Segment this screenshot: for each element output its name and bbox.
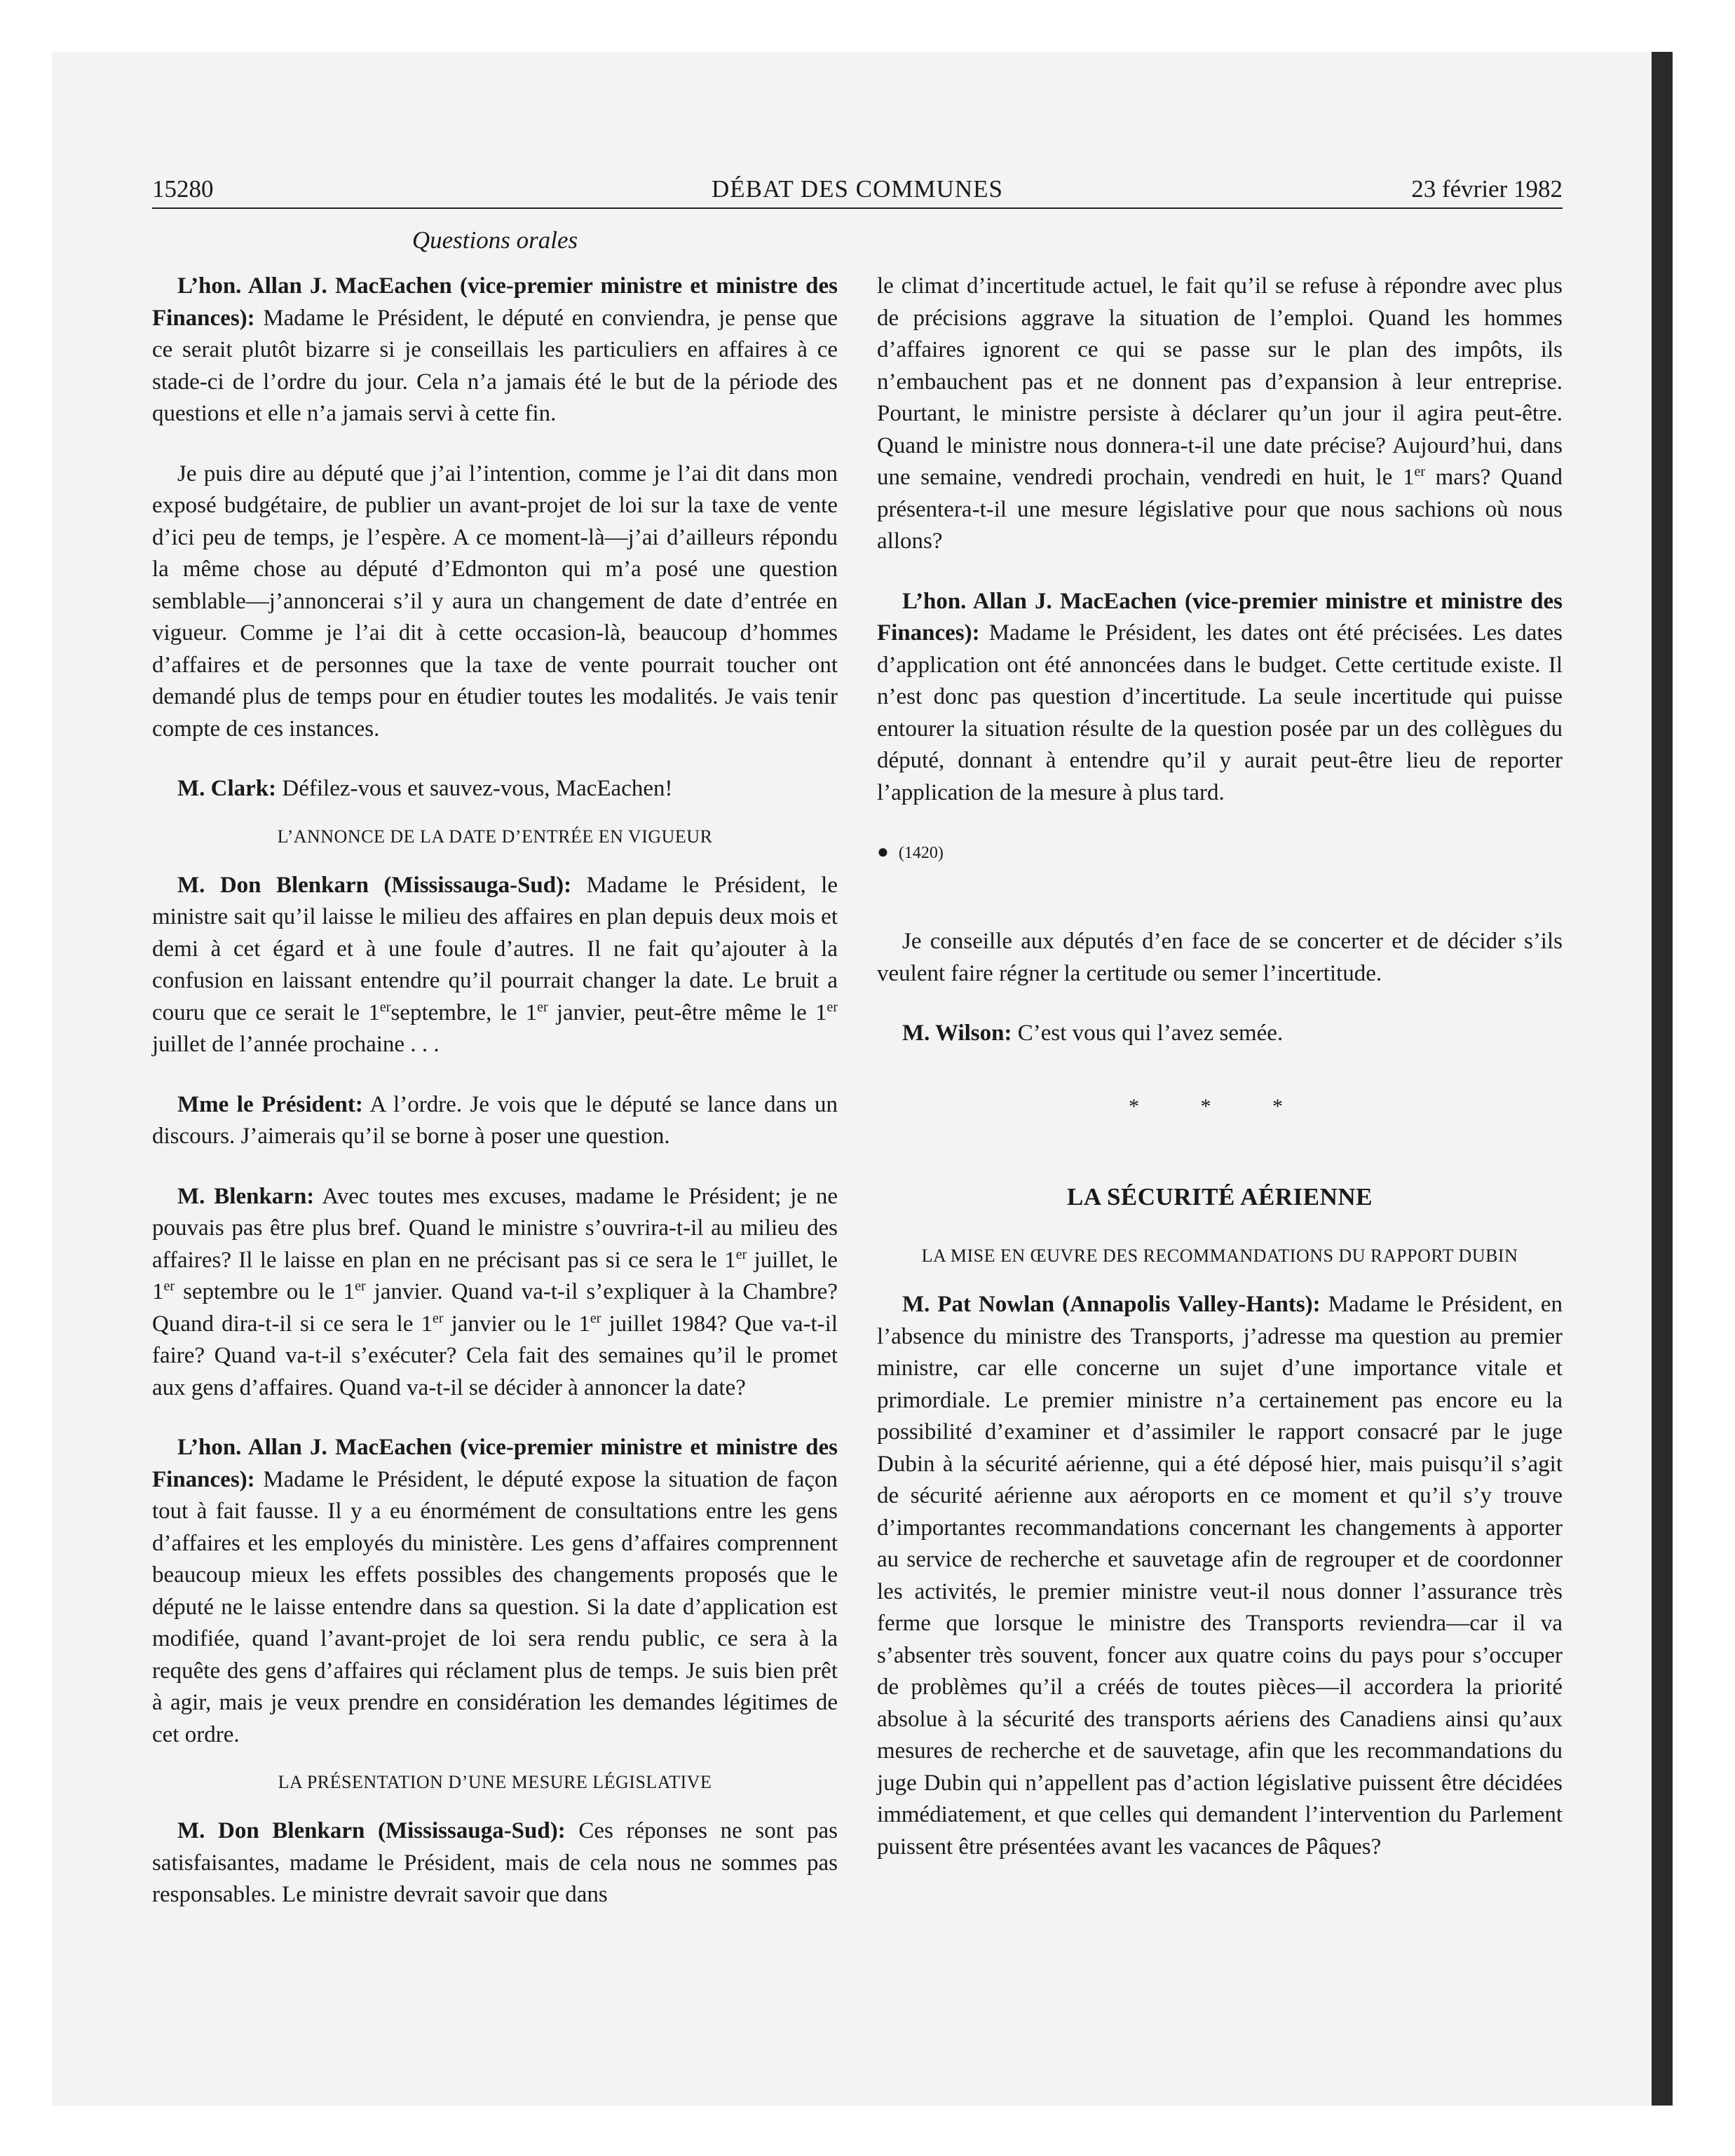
- paragraph: [152, 1089, 838, 1153]
- speaker-name: M. Clark:: [177, 776, 277, 801]
- subheading: LA PRÉSENTATION D’UNE MESURE LÉGISLATIVE: [278, 1772, 712, 1792]
- speech-text: C’est vous qui l’avez semée.: [1012, 1021, 1284, 1046]
- speaker-name: L’hon. Allan J. MacEachen (vice-premier ministre et ministre des Finances):: [152, 1435, 838, 1492]
- speaker-name: L’hon. Allan J. MacEachen (vice-premier ministre et ministre des Finances):: [877, 588, 1563, 646]
- speech-text: septembre, le 1: [390, 999, 538, 1025]
- paragraph: [152, 271, 838, 430]
- speech-text: Madame le Président, le député expose la situation de façon tout à fait fausse. Il y a eu énormément de consultations entre les gens d’affaires et les employés du ministère. Les gens d’affaires comprennent beaucoup mieux les effets possibles des changements proposés que le député ne le laisse entendre dans sa question. Si la date d’application est modifiée, quand l’avant-projet de loi sera rendu public, ce sera à la requête des gens d’affaires qui réclament plus de temps. Je suis bien prêt à agir, mais je veux prendre en considération les demandes légitimes de cet ordre.: [152, 1466, 838, 1747]
- speech-text: Madame le Président, les dates ont été précisées. Les dates d’application ont été annoncées dans le budget. Cette certitude existe. Il n’est donc pas question d’incertitude. La seule incertitude qui puisse entourer la situation résulte de la question posée par un des collègues du député, donnant à entendre qu’il y aurait peut-être lieu de reporter l’application de la mesure à plus tard.: [877, 620, 1563, 805]
- speech-text: septembre ou le 1: [175, 1279, 355, 1304]
- speaker-name: M. Wilson:: [902, 1021, 1012, 1046]
- speaker-name: M. Pat Nowlan (Annapolis Valley-Hants):: [902, 1292, 1321, 1317]
- paragraph: Je puis dire au député que j’ai l’intention, comme je l’ai dit dans mon exposé budgétaire, de publier un avant-projet de loi sur la taxe de vente d’ici peu de temps, je l’espère. A ce moment-là—j’ai d’ailleurs répondu la même chose au député d’Edmonton qui m’a posé une question semblable—j’annoncerai s’il y aura un changement de date d’entrée en vigueur. Comme je l’ai dit à cette occasion-là, beaucoup d’hommes d’affaires et de personnes que la taxe de vente pourrait toucher ont demandé plus de temps pour en étudier toutes les modalités. Je vais tenir compte de ces instances.: [152, 460, 838, 742]
- speaker-name: Mme le Président:: [177, 1091, 363, 1117]
- ordinal-suffix: er: [355, 1278, 366, 1294]
- speech-text: juillet 1984? Que va-t-il faire? Quand va-t-il s’exécuter? Cela fait des semaines qu’il le promet aux gens d’affaires. Quand va-t-il se décider à annoncer la date?: [152, 1311, 838, 1400]
- paragraph: Je conseille aux députés d’en face de se concerter et de décider s’ils veulent faire régner la certitude ou semer l’incertitude.: [877, 929, 1563, 986]
- speech-text: Défilez-vous et sauvez-vous, MacEachen!: [276, 776, 673, 801]
- timestamp-text: (1420): [898, 844, 944, 862]
- subheading: L’ANNONCE DE LA DATE D’ENTRÉE EN VIGUEUR: [277, 826, 713, 847]
- speech-text: Madame le Président, le ministre sait qu’il laisse le milieu des affaires en plan depuis deux mois et demi à cet égard et à une foule d’autres. Il ne fait qu’ajouter à la confusion en laissant entendre qu’il pourrait changer la date. Le bruit a couru que ce serait le 1: [152, 872, 838, 1025]
- speech-text: janvier. Quand va-t-il s’expliquer à la Chambre? Quand dira-t-il si ce sera le 1: [152, 1279, 838, 1337]
- left-column: [152, 224, 838, 1911]
- speaker-name: M. Don Blenkarn (Mississauga-Sud):: [177, 1818, 566, 1843]
- speech-text: juillet de l’année prochaine . . .: [152, 1032, 440, 1057]
- speech-text: Ces réponses ne sont pas satisfaisantes, madame le Président, mais de cela nous ne sommes pas responsables. Le ministre devrait savoir que dans: [152, 1818, 838, 1907]
- scan-edge-bar: [1652, 52, 1673, 2106]
- bullet-icon: ●: [877, 841, 889, 863]
- paragraph: [152, 1181, 838, 1405]
- ordinal-suffix: er: [163, 1278, 175, 1294]
- paragraph: [152, 773, 838, 805]
- speech-text: mars? Quand présentera-t-il une mesure législative pour que nous sachions où nous allons?: [877, 465, 1563, 554]
- ordinal-suffix: er: [537, 999, 548, 1015]
- publication-title: DÉBAT DES COMMUNES: [711, 175, 1004, 203]
- page-date: 23 février 1982: [1411, 175, 1563, 203]
- speech-text: Avec toutes mes excuses, madame le Président; je ne pouvais pas être plus bref. Quand le ministre s’ouvrira-t-il au milieu des affaires? Il le laisse en plan en ne précisant pas si ce sera le 1: [152, 1183, 838, 1273]
- ordinal-suffix: er: [826, 999, 838, 1015]
- ordinal-suffix: er: [433, 1310, 444, 1326]
- ordinal-suffix: er: [735, 1246, 747, 1262]
- speaker-name: M. Don Blenkarn (Mississauga-Sud):: [177, 872, 572, 898]
- paragraph: [152, 1432, 838, 1751]
- section-separator: * * *: [1129, 1094, 1311, 1118]
- paragraph: [877, 1289, 1563, 1863]
- ordinal-suffix: er: [1414, 464, 1426, 479]
- speech-text: janvier, peut-être même le 1: [547, 999, 827, 1025]
- paragraph: [877, 586, 1563, 810]
- speech-text: A l’ordre. Je vois que le député se lance dans un discours. J’aimerais qu’il se borne à poser une question.: [152, 1091, 838, 1149]
- right-column: [877, 271, 1563, 1863]
- page-number: 15280: [152, 175, 214, 203]
- speaker-name: M. Blenkarn:: [177, 1183, 315, 1209]
- ordinal-suffix: er: [379, 999, 391, 1015]
- subheading: LA MISE EN ŒUVRE DES RECOMMANDATIONS DU RAPPORT DUBIN: [921, 1246, 1518, 1266]
- timestamp: [877, 840, 1563, 866]
- paragraph: [877, 1018, 1563, 1050]
- speech-text: le climat d’incertitude actuel, le fait qu’il se refuse à répondre avec plus de précisions aggrave la situation de l’emploi. Quand les hommes d’affaires ignorent ce qui se passe sur le plan des impôts, ils n’embauchent pas et ne donnent pas d’expansion à leur entreprise. Pourtant, le ministre persiste à déclarer qu’un jour il agira peut-être. Quand le ministre nous donnera-t-il une date précise? Aujourd’hui, dans une semaine, vendredi prochain, vendredi en huit, le 1: [877, 273, 1563, 490]
- paragraph: [152, 870, 838, 1061]
- speech-text: juillet, le 1: [152, 1247, 838, 1304]
- ordinal-suffix: er: [590, 1310, 601, 1326]
- speech-text: Madame le Président, en l’absence du ministre des Transports, j’adresse ma question au premier ministre, car elle concerne un sujet d’une importance vitale et primordiale. Le premier ministre n’a certainement pas encore eu la possibilité d’examiner et d’assimiler le rapport consacré par le juge Dubin à la sécurité aérienne, qui a été déposé hier, mais puisqu’il s’agit de sécurité aérienne aux aéroports en ce moment et qu’il s’y trouve d’importantes recommandations concernant les changements à apporter au service de recherche et sauvetage afin de regrouper et de coordonner les activités, le premier ministre veut-il nous donner l’assurance très ferme que lorsque le ministre des Transports reviendra—car il va s’absenter très souvent, foncer aux quatre coins du pays pour s’occuper de problèmes qu’il a créés de toutes pièces—il accordera la priorité absolue à la sécurité des transports aériens des Canadiens ainsi qu’aux mesures de recherche et de sauvetage, afin que les recommandations du juge Dubin qui n’appellent pas d’action législative puissent être décidées immédiatement, et que celles qui demandent l’intervention du Parlement puissent être présentées avant les vacances de Pâques?: [877, 1292, 1563, 1860]
- paragraph: [877, 271, 1563, 558]
- speech-text: janvier ou le 1: [443, 1311, 590, 1337]
- paragraph: [152, 1815, 838, 1911]
- section-label: Questions orales: [411, 226, 578, 254]
- section-heading: LA SÉCURITÉ AÉRIENNE: [1067, 1183, 1373, 1210]
- page-header: [152, 171, 1563, 209]
- speaker-name: L’hon. Allan J. MacEachen (vice-premier ministre et ministre des Finances):: [152, 273, 838, 331]
- speech-text: Madame le Président, le député en conviendra, je pense que ce serait plutôt bizarre si je conseillais les particuliers en affaires à ce stade-ci de l’ordre du jour. Cela n’a jamais été le but de la période des questions et elle n’a jamais servi à cette fin.: [152, 305, 838, 426]
